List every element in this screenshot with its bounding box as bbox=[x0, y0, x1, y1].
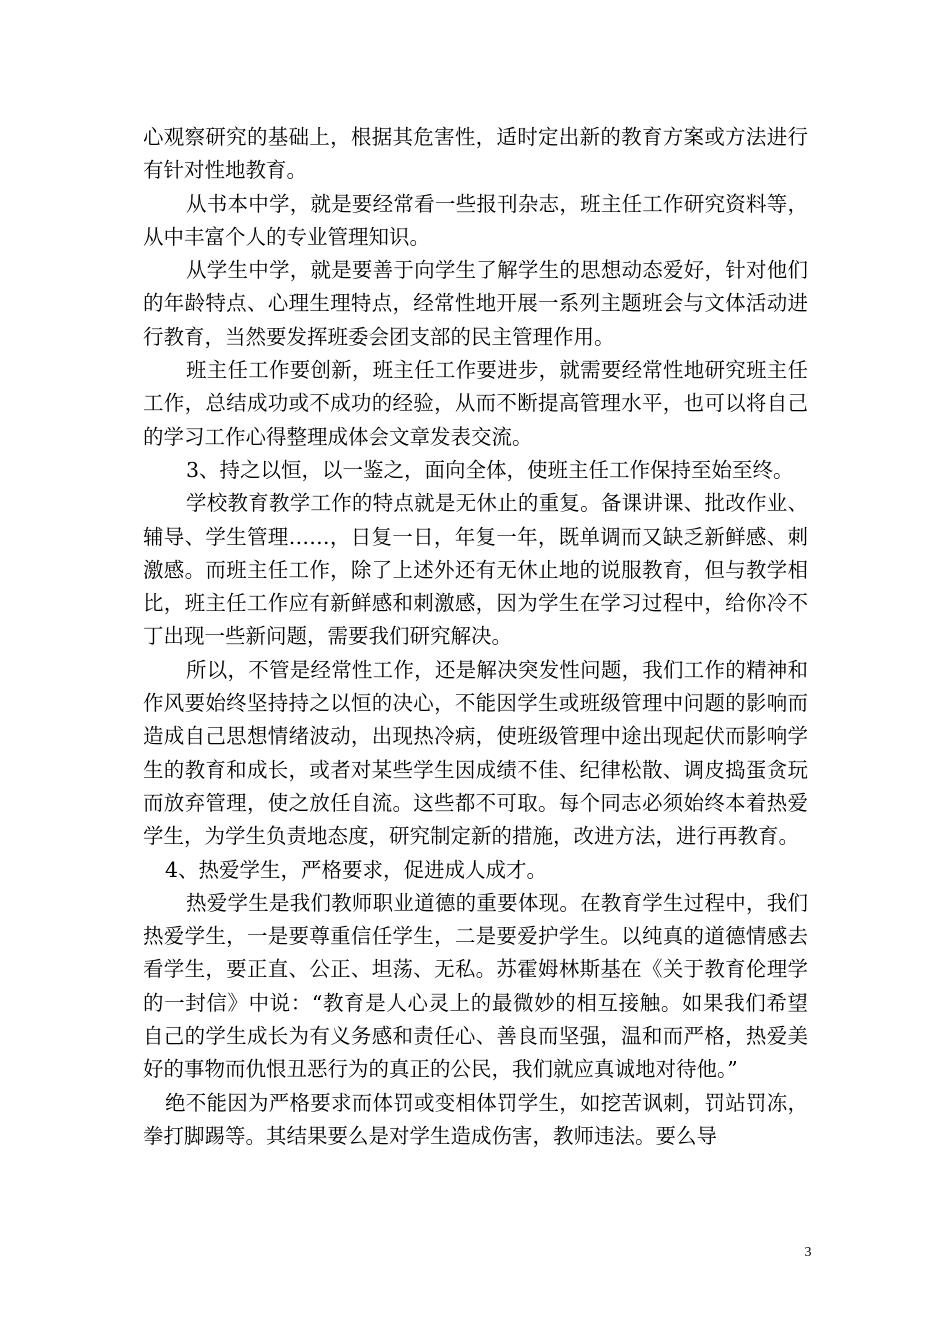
paragraph-3: 从学生中学，就是要善于向学生了解学生的思想动态爱好，针对他们的年龄特点、心理生理特点，经常性地开展一系列主题班会与文体活动进行教育，当然要发挥班委会团支部的民主管理作用。 bbox=[143, 258, 808, 349]
document-body bbox=[143, 121, 808, 1153]
section-heading-4: 4、热爱学生，严格要求，促进成人成才。 bbox=[165, 857, 548, 882]
page-number: 3 bbox=[804, 1245, 812, 1260]
paragraph-1: 心观察研究的基础上，根据其危害性，适时定出新的教育方案或方法进行有针对性地教育。 bbox=[143, 125, 808, 183]
paragraph-5: 学校教育教学工作的特点就是无休止的重复。备课讲课、批改作业、辅导、学生管理……，日复一日，年复一年，既单调而又缺乏新鲜感、刺激感。而班主任工作，除了上述外还有无休止地的说服教育，但与教学相比，班主任工作应有新鲜感和刺激感，因为学生在学习过程中，给你冷不丁出现一些新问题，需要我们研究解决。 bbox=[143, 491, 808, 649]
section-heading-3: 3、持之以恒，以一鉴之，面向全体，使班主任工作保持至始至终。 bbox=[186, 457, 794, 482]
paragraph-7: 热爱学生是我们教师职业道德的重要体现。在教育学生过程中，我们热爱学生，一是要尊重信任学生，二是要爱护学生。以纯真的道德情感去看学生，要正直、公正、坦荡、无私。苏霍姆林斯基在《关于教育伦理学的一封信》中说：“教育是人心灵上的最微妙的相互接触。如果我们希望自己的学生成长为有义务感和责任心、善良而坚强，温和而严格，热爱美好的事物而仇恨丑恶行为的真正的公民，我们就应真诚地对待他。” bbox=[143, 890, 808, 1082]
paragraph-8: 绝不能因为严格要求而体罚或变相体罚学生，如挖苦讽刺，罚站罚冻，拳打脚踢等。其结果要么是对学生造成伤害，教师违法。要么导 bbox=[143, 1090, 808, 1148]
paragraph-2: 从书本中学，就是要经常看一些报刊杂志，班主任工作研究资料等，从中丰富个人的专业管理知识。 bbox=[143, 191, 808, 249]
paragraph-4: 班主任工作要创新，班主任工作要进步，就需要经常性地研究班主任工作，总结成功或不成功的经验，从而不断提高管理水平，也可以将自己的学习工作心得整理成体会文章发表交流。 bbox=[143, 358, 808, 449]
paragraph-6: 所以，不管是经常性工作，还是解决突发性问题，我们工作的精神和作风要始终坚持持之以恒的决心，不能因学生或班级管理中问题的影响而造成自己思想情绪波动，出现热冷病，使班级管理中途出现起伏而影响学生的教育和成长，或者对某些学生因成绩不佳、纪律松散、调皮捣蛋贪玩而放弃管理，使之放任自流。这些都不可取。每个同志必须始终本着热爱学生，为学生负责地态度，研究制定新的措施，改进方法，进行再教育。 bbox=[143, 657, 808, 849]
